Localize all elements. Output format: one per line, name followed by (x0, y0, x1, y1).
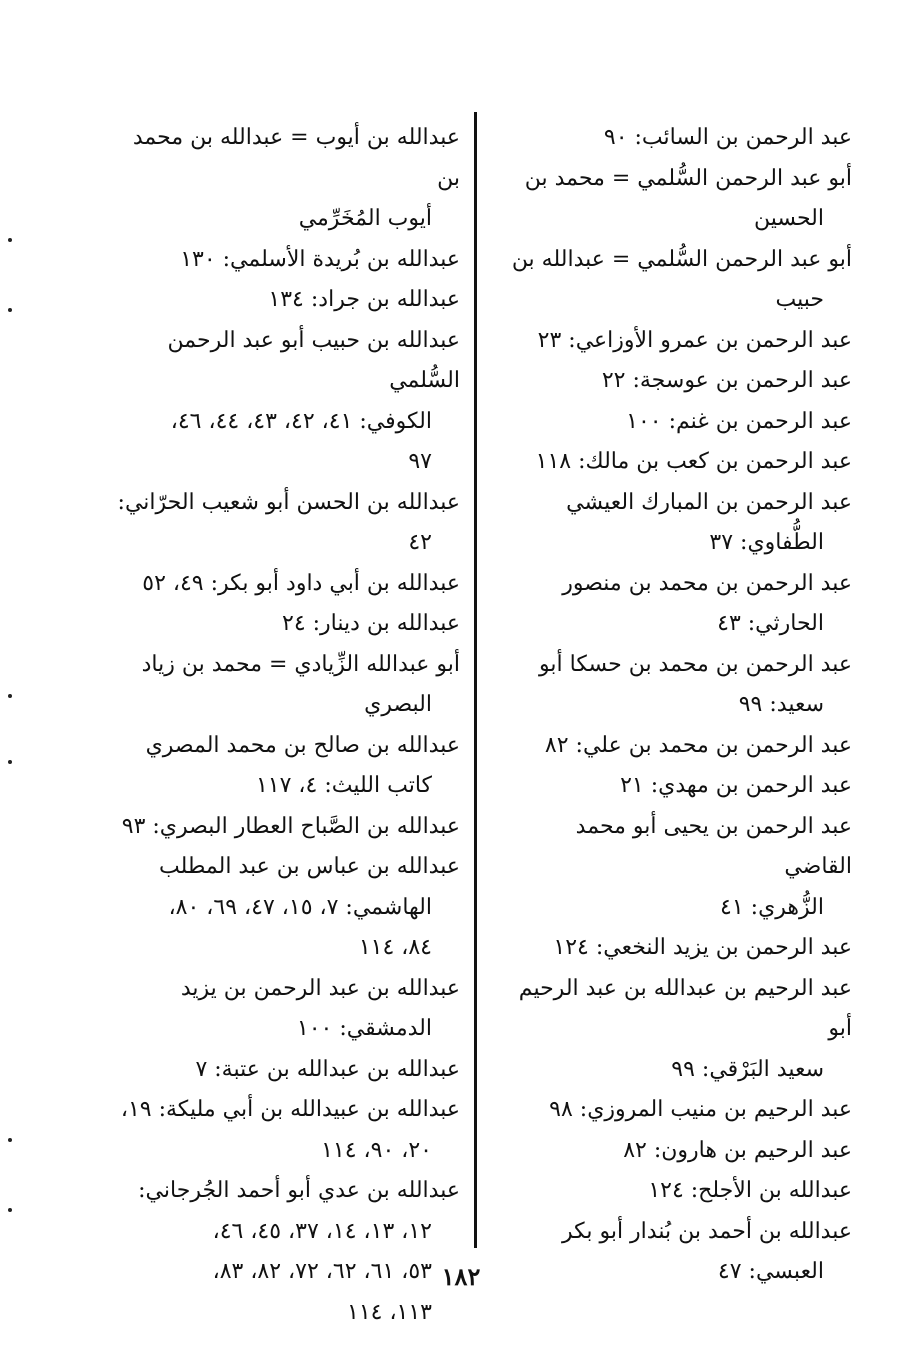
index-entry-line: عبد الرحمن بن محمد بن علي: ٨٢ (544, 732, 852, 758)
index-entry-continuation: سعيد البَرْقي: ٩٩ (671, 1056, 824, 1082)
index-entry-line: عبد الرحمن بن يحيى أبو محمد القاضي (575, 813, 852, 879)
index-entry-line: أبو عبد الرحمن السُّلمي = محمد بن (524, 165, 852, 191)
index-entry-line: عبد الرحيم بن هارون: ٨٢ (623, 1137, 852, 1163)
index-entry-line: عبد الرحيم بن عبدالله بن عبد الرحيم أبو (518, 975, 852, 1041)
index-entry-continuation: الدمشقي: ١٠٠ (296, 1016, 432, 1041)
index-entry-continuation: ١٢، ١٣، ١٤، ٣٧، ٤٥، ٤٦، (212, 1218, 432, 1244)
index-entry-line: عبد الرحمن بن كعب بن مالك: ١١٨ (535, 449, 852, 474)
index-entry (502, 1090, 852, 1131)
index-entry-line: عبدالله بن عبيدالله بن أبي مليكة: ١٩، (120, 1097, 460, 1122)
index-entry-line: عبدالله بن أبي داود أبو بكر: ٤٩، ٥٢ (142, 570, 460, 596)
index-entry-line: عبد الرحمن بن المبارك العيشي (566, 489, 852, 515)
index-entry-continuation: الهاشمي: ٧، ١٥، ٤٧، ٦٩، ٨٠، (168, 894, 432, 920)
index-entry-line: عبدالله بن أيوب = عبدالله بن محمد بن (132, 125, 460, 191)
index-column-left (108, 118, 460, 1333)
index-entry-continuation: الكوفي: ٤١، ٤٢، ٤٣، ٤٤، ٤٦، (170, 408, 432, 434)
index-entry (502, 564, 852, 645)
index-entry (502, 321, 852, 362)
scan-speck (8, 238, 12, 242)
index-entry-continuation: الزُّهري: ٤١ (720, 894, 824, 920)
index-entry (108, 240, 460, 281)
index-entry-continuation: العبسي: ٤٧ (717, 1259, 824, 1284)
index-entry-continuation: الحارثي: ٤٣ (717, 611, 824, 636)
index-entry (108, 1090, 460, 1171)
index-entry-continuation: سعيد: ٩٩ (738, 692, 824, 717)
page-number: ١٨٢ (441, 1262, 481, 1291)
index-entry-line: عبدالله بن جراد: ١٣٤ (268, 287, 460, 312)
index-entry (108, 969, 460, 1050)
index-entry-continuation: ٥٣، ٦١، ٦٢، ٧٢، ٨٢، ٨٣، (212, 1259, 432, 1284)
index-entry-line: عبدالله بن عباس بن عبد المطلب (158, 854, 460, 879)
index-entry-line: عبدالله بن أحمد بن بُندار أبو بكر (562, 1218, 852, 1244)
index-entry (502, 726, 852, 767)
index-entry-line: عبد الرحمن بن مهدي: ٢١ (620, 773, 852, 798)
index-entry-continuation: ١١٣، ١١٤ (347, 1299, 432, 1325)
index-entry-line: عبدالله بن عدي أبو أحمد الجُرجاني: (138, 1178, 460, 1203)
index-entry (502, 442, 852, 483)
index-entry (108, 807, 460, 848)
index-entry (108, 280, 460, 321)
index-entry-line: عبد الرحمن بن السائب: ٩٠ (603, 125, 852, 150)
scan-speck (8, 1138, 12, 1142)
index-entry-line: عبد الرحمن بن محمد بن منصور (562, 570, 852, 596)
index-column-right (502, 118, 852, 1293)
index-entry (502, 766, 852, 807)
index-entry-line: عبدالله بن الأجلح: ١٢٤ (648, 1178, 852, 1203)
index-entry (108, 645, 460, 726)
index-entry-line: عبدالله بن بُريدة الأسلمي: ١٣٠ (180, 246, 460, 272)
index-entry (108, 564, 460, 605)
index-entry-line: عبدالله بن الحسن أبو شعيب الحرّاني: (117, 489, 460, 515)
index-entry (502, 969, 852, 1091)
index-entry (502, 483, 852, 564)
index-entry-line: عبد الرحمن بن يزيد النخعي: ١٢٤ (553, 935, 852, 960)
index-entry-continuation: كاتب الليث: ٤، ١١٧ (255, 773, 432, 798)
index-entry-continuation: الطُّفاوي: ٣٧ (709, 530, 824, 555)
index-entry-line: عبد الرحمن بن عمرو الأوزاعي: ٢٣ (537, 327, 852, 353)
index-entry-line: عبد الرحمن بن محمد بن حسكا أبو (539, 651, 852, 677)
index-entry-continuation: ٢٠، ٩٠، ١١٤ (321, 1137, 432, 1163)
index-entry-line: عبدالله بن عبدالله بن عتبة: ٧ (195, 1056, 460, 1082)
index-entry-continuation: ٨٤، ١١٤ (358, 935, 432, 960)
index-entry-line: أبو عبد الرحمن السُّلمي = عبدالله بن (511, 246, 852, 272)
index-entry (502, 1131, 852, 1172)
index-entry (108, 604, 460, 645)
index-entry-continuation: ٤٢ (408, 530, 432, 555)
index-entry-continuation: الحسين (753, 206, 824, 231)
index-entry (108, 726, 460, 807)
index-entry (502, 928, 852, 969)
scan-speck (8, 760, 12, 764)
index-entry-continuation: أيوب المُخَرِّمي (298, 206, 432, 231)
scan-speck (8, 694, 12, 698)
index-entry (502, 402, 852, 443)
scan-speck (8, 1208, 12, 1212)
index-entry (108, 847, 460, 969)
index-entry-continuation: البصري (364, 692, 432, 717)
index-entry-line: عبدالله بن الصَّباح العطار البصري: ٩٣ (121, 813, 460, 839)
index-entry (108, 1050, 460, 1091)
index-entry-line: عبدالله بن صالح بن محمد المصري (145, 732, 460, 758)
index-entry-line: عبد الرحمن بن عوسجة: ٢٢ (601, 368, 852, 393)
index-entry-line: عبدالله بن دينار: ٢٤ (282, 611, 460, 636)
index-entry (108, 118, 460, 240)
index-entry-line: عبد الرحمن بن غنم: ١٠٠ (626, 408, 852, 434)
index-entry (502, 118, 852, 159)
index-entry (502, 361, 852, 402)
column-divider (474, 112, 477, 1248)
index-entry (108, 1171, 460, 1333)
index-entry (502, 240, 852, 321)
index-entry-line: عبد الرحيم بن منيب المروزي: ٩٨ (549, 1097, 852, 1122)
index-entry (502, 1171, 852, 1212)
index-entry-continuation: حبيب (775, 287, 824, 312)
index-entry (502, 159, 852, 240)
scan-speck (8, 308, 12, 312)
index-entry-line: أبو عبدالله الزِّيادي = محمد بن زياد (141, 651, 460, 677)
index-entry-line: عبدالله بن حبيب أبو عبد الرحمن السُّلمي (167, 327, 460, 393)
index-entry-line: عبدالله بن عبد الرحمن بن يزيد (180, 975, 460, 1001)
index-entry (108, 483, 460, 564)
index-entry-continuation: ٩٧ (408, 449, 432, 474)
index-entry (502, 645, 852, 726)
index-entry (108, 321, 460, 483)
index-entry (502, 807, 852, 929)
